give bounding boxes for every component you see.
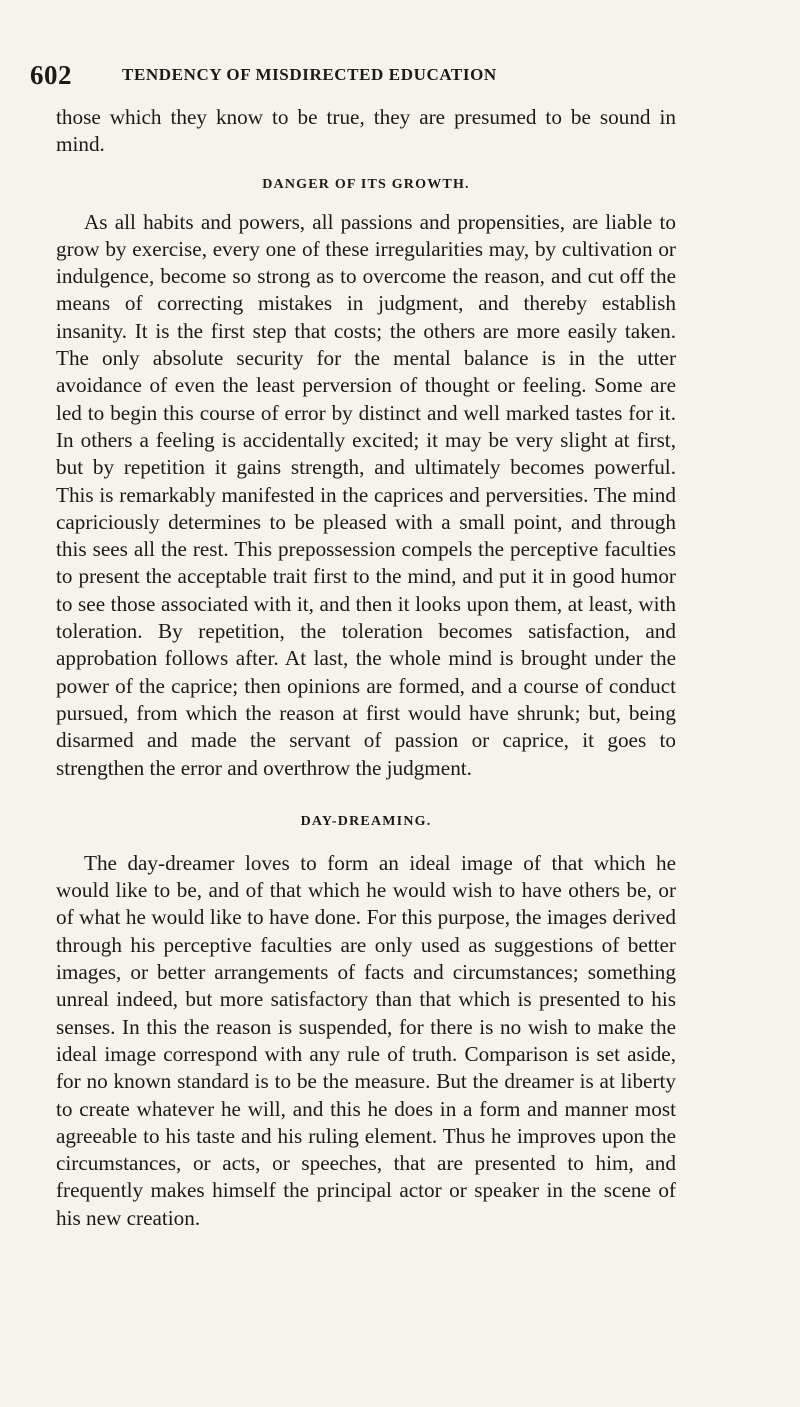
opening-paragraph: those which they know to be true, they are presumed to be sound in mind. [56,105,676,157]
running-title: TENDENCY OF MISDIRECTED EDUCATION [122,65,497,84]
running-head [30,60,690,96]
page-number: 602 [30,60,72,90]
body-text [56,104,676,1232]
section-heading-day-dreaming: DAY-DREAMING. [300,813,432,829]
paragraph-danger-of-growth: As all habits and powers, all passions and propensities, are liable to grow by exercise, every one of these irregularities may, by cultivation or indulgence, become so strong as to overcome the reason, and cut off the means of correcting mistakes in judgment, and thereby establish insanity. It is the first step that costs; the others are more easily taken. The only absolute security for the mental balance is in the utter avoidance of even the least perversion of thought or feeling. Some are led to begin this course of error by distinct and well marked tastes for it. In others a feeling is accidentally excited; it may be very slight at first, but by repetition it gains strength, and ultimately becomes powerful. This is remarkably manifested in the caprices and perversities. The mind capriciously determines to be pleased with a small point, and through this sees all the rest. This prepossession compels the perceptive faculties to present the acceptable trait first to the mind, and put it in good humor to see those associated with it, and then it looks upon them, at least, with toleration. By repetition, the toleration becomes satisfaction, and approbation follows after. At last, the whole mind is brought under the power of the caprice; then opinions are formed, and a course of conduct pursued, from which the reason at first would have shrunk; but, being disarmed and made the servant of passion or caprice, it goes to strengthen the error and overthrow the judgment. [56,209,676,780]
section-heading-danger-of-growth: DANGER OF ITS GROWTH. [262,176,470,192]
paragraph-day-dreaming: The day-dreamer loves to form an ideal image of that which he would like to be, and of that which he would wish to have others be, or of what he would like to have done. For this purpose, the images derived through his perceptive faculties are only used as suggestions of better images, or better arrangements of facts and circumstances; something unreal indeed, but more satisfactory than that which is presented to his senses. In this the reason is suspended, for there is no wish to make the ideal image correspond with any rule of truth. Comparison is set aside, for no known standard is to be the measure. But the dreamer is at liberty to create whatever he will, and this he does in a form and manner most agreeable to his taste and his ruling element. Thus he improves upon the circumstances, or acts, or speeches, that are presented to him, and frequently makes himself the principal actor or speaker in the scene of his new creation. [56,850,676,1230]
